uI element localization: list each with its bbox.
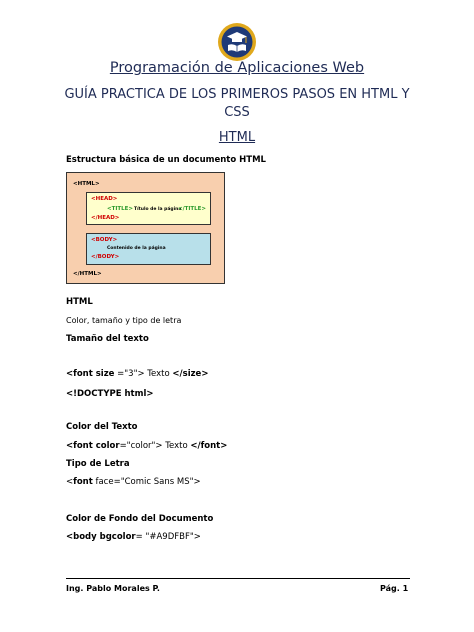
size-heading: Tamaño del texto: [66, 334, 149, 344]
title-content: Título de la página: [134, 206, 182, 212]
subtitle: Color, tamaño y tipo de letra: [66, 316, 182, 325]
body-content: Contenido de la página: [107, 246, 166, 251]
body-open-tag: <BODY>: [91, 237, 118, 243]
html-structure-diagram: [66, 172, 225, 284]
head-box: [86, 192, 211, 225]
html-close-tag: </HTML>: [73, 271, 102, 277]
color-heading: Color del Texto: [66, 422, 138, 432]
body-box: [86, 233, 211, 265]
section-title: HTML: [218, 130, 256, 145]
size-code: <font size ="3"> Texto </size>: [66, 369, 209, 379]
graduation-cap-book-icon: [217, 22, 257, 62]
head-open-tag: <HEAD>: [91, 196, 118, 202]
footer-author: Ing. Pablo Morales P.: [66, 584, 160, 593]
footer-page-number: Pág. 1: [380, 584, 409, 593]
bg-heading: Color de Fondo del Documento: [66, 514, 214, 524]
color-code: <font color="color"> Texto </font>: [66, 441, 228, 451]
doctype: <!DOCTYPE html>: [66, 389, 154, 399]
title-close-tag: </TITLE>: [178, 206, 207, 212]
html-label: HTML: [66, 297, 93, 307]
body-close-tag: </BODY>: [91, 254, 120, 260]
head-close-tag: </HEAD>: [91, 215, 120, 221]
title-open-tag: <TITLE>: [107, 206, 134, 212]
footer-divider: [66, 578, 410, 579]
font-heading: Tipo de Letra: [66, 459, 130, 469]
font-code: <font face="Comic Sans MS">: [66, 477, 201, 487]
html-open-tag: <HTML>: [73, 181, 100, 187]
basic-structure-heading: Estructura básica de un documento HTML: [66, 155, 266, 165]
bg-code: <body bgcolor= "#A9DFBF">: [66, 532, 201, 542]
guide-title: GUÍA PRACTICA DE LOS PRIMEROS PASOS EN HTML Y CSS: [64, 87, 410, 120]
course-title: Programación de Aplicaciones Web: [109, 60, 365, 76]
